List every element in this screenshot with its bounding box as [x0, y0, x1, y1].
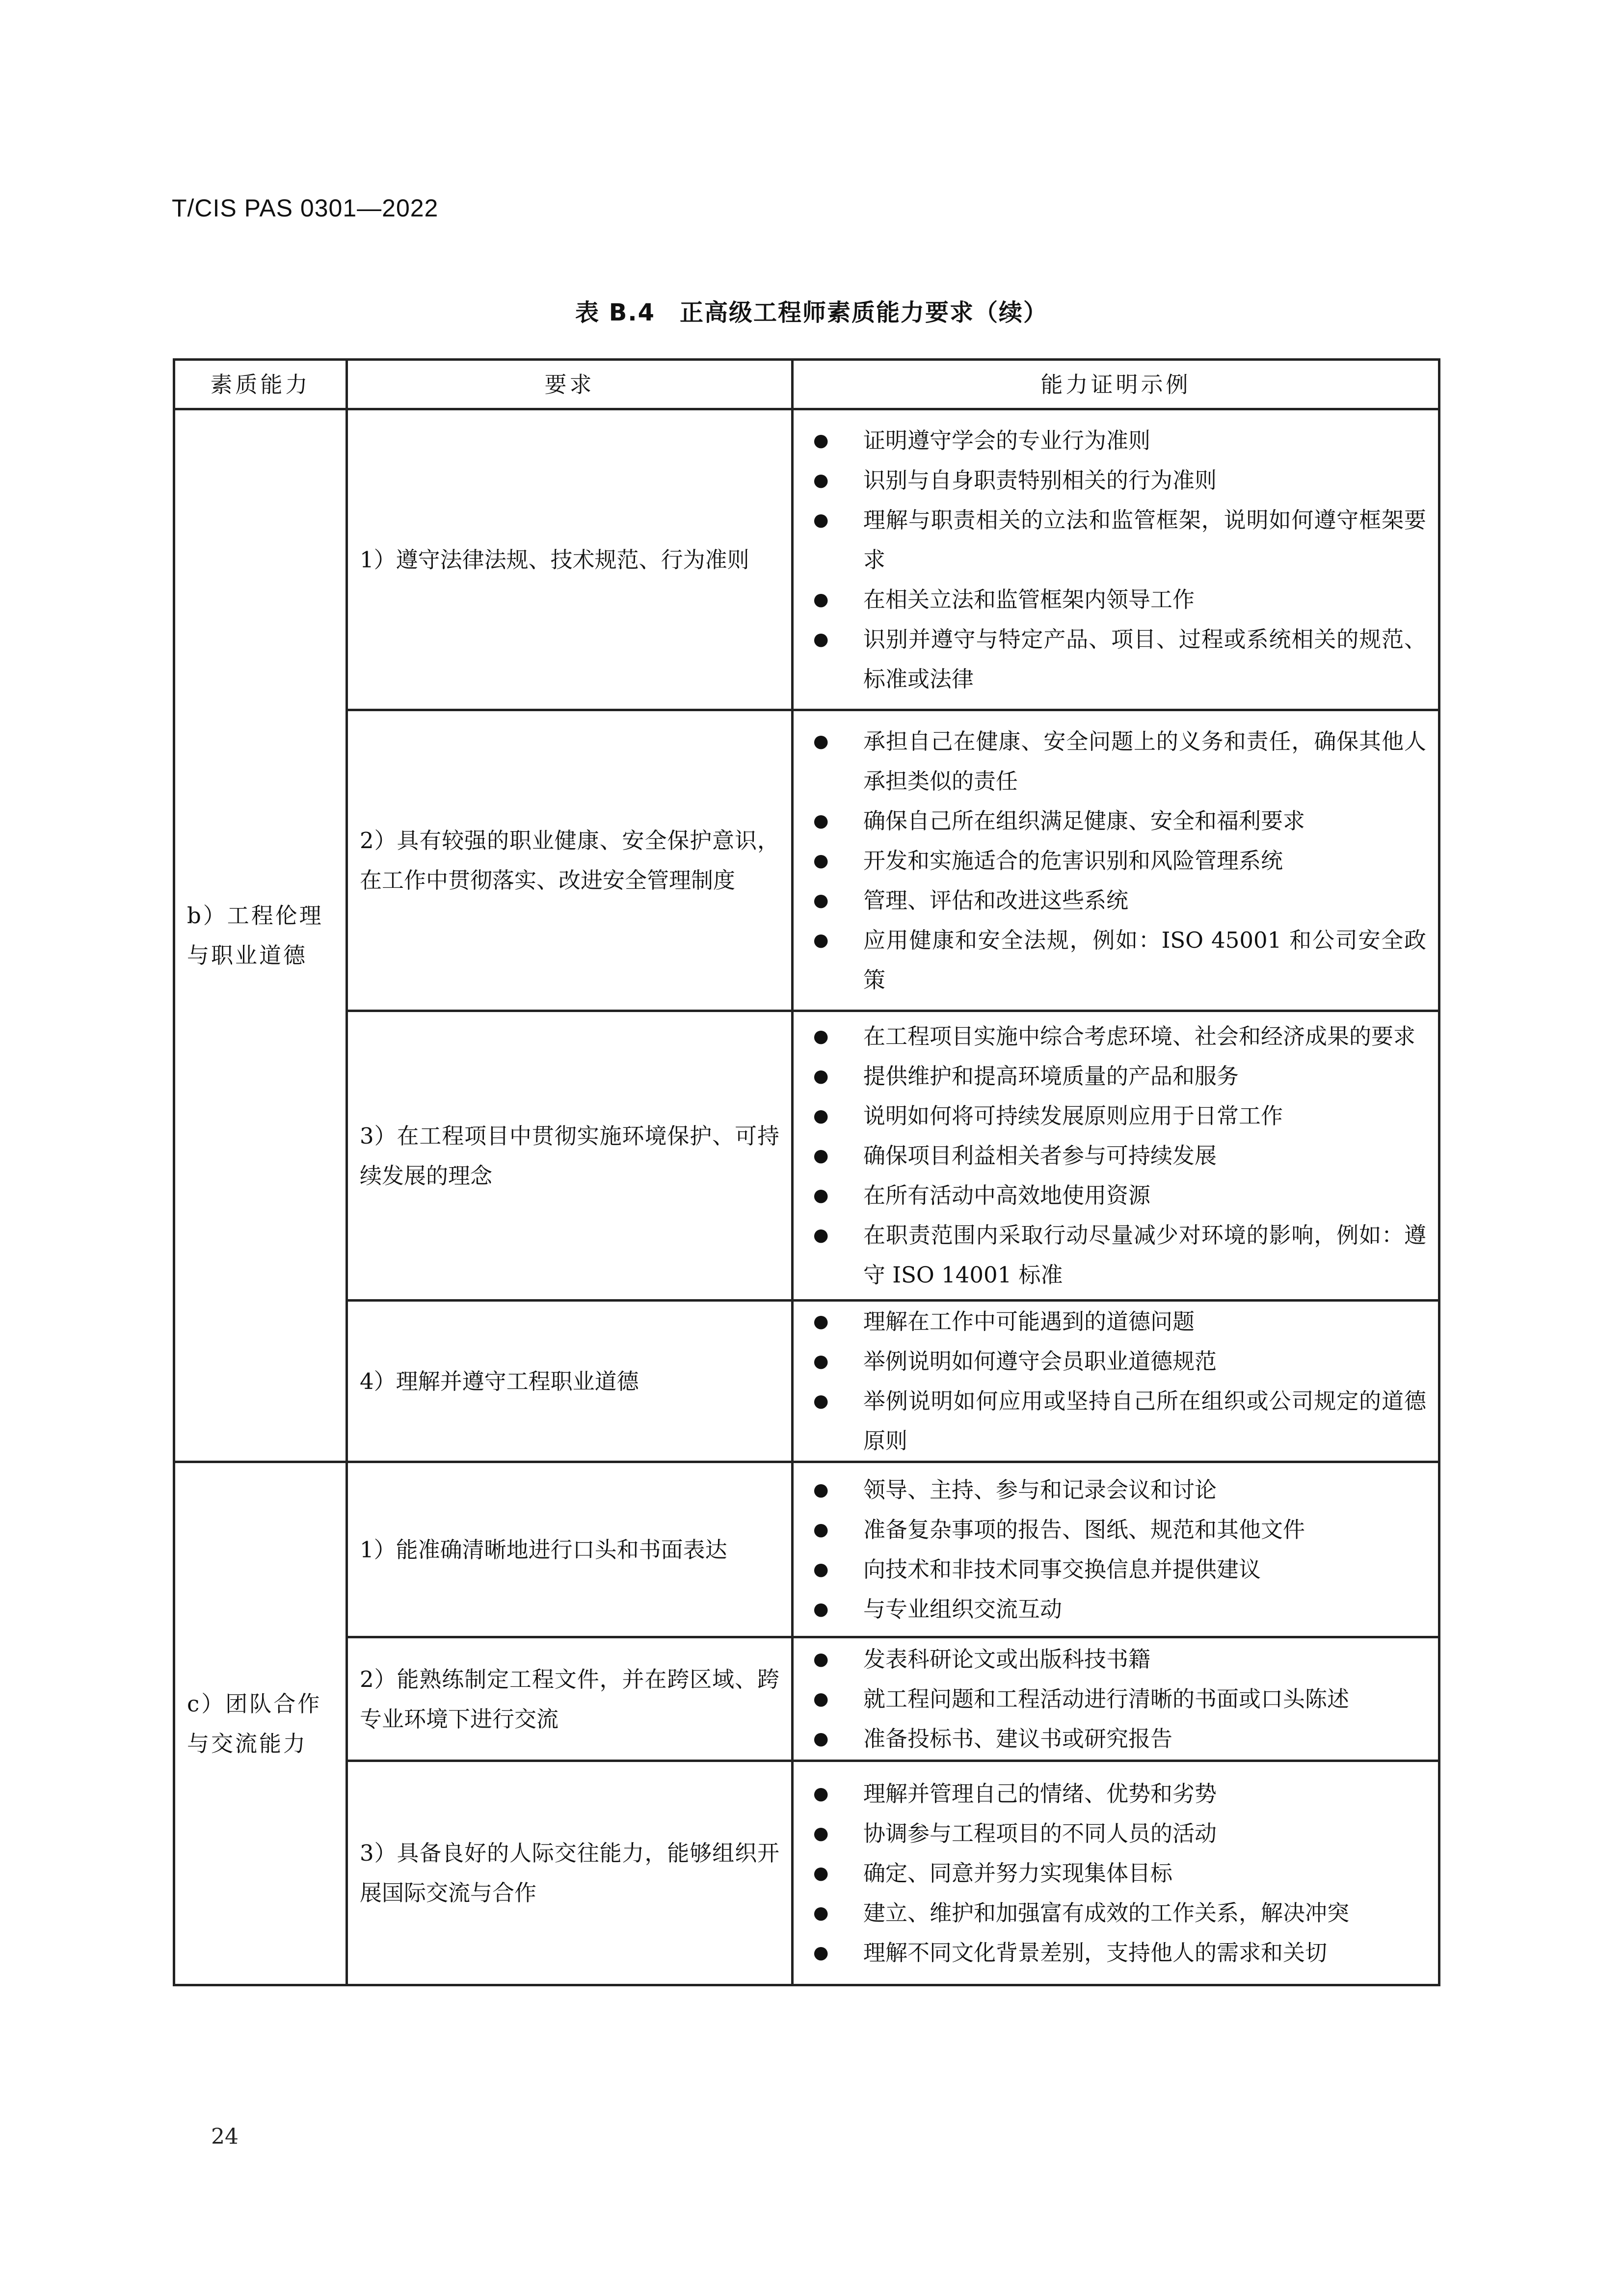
evidence-example-item — [805, 460, 1426, 500]
evidence-example-text: 说明如何将可持续发展原则应用于日常工作 — [863, 1103, 1283, 1129]
evidence-examples-cell — [793, 1462, 1439, 1637]
evidence-example-text: 在职责范围内采取行动尽量减少对环境的影响，例如：遵守 ISO 14001 标准 — [863, 1222, 1426, 1288]
evidence-example-text: 发表科研论文或出版科技书籍 — [863, 1646, 1151, 1672]
evidence-example-text: 理解在工作中可能遇到的道德问题 — [863, 1308, 1195, 1335]
bullet-icon: ● — [813, 1689, 829, 1709]
bullet-icon: ● — [813, 1311, 829, 1332]
evidence-example-item — [805, 1549, 1426, 1589]
bullet-icon: ● — [813, 1520, 829, 1540]
requirement-cell: 4）理解并遵守工程职业道德 — [347, 1301, 793, 1462]
evidence-example-text: 证明遵守学会的专业行为准则 — [863, 427, 1151, 454]
evidence-examples-cell — [793, 1637, 1439, 1761]
evidence-example-text: 识别与自身职责特别相关的行为准则 — [863, 467, 1217, 493]
evidence-example-item — [805, 580, 1426, 619]
requirement-cell: 3）具备良好的人际交往能力，能够组织开展国际交流与合作 — [347, 1761, 793, 1985]
bullet-icon: ● — [813, 731, 829, 751]
evidence-example-item — [805, 1381, 1426, 1461]
table-header-row — [174, 360, 1439, 409]
bullet-icon: ● — [813, 1649, 829, 1669]
bullet-icon: ● — [813, 1026, 829, 1046]
requirement-cell: 1）遵守法律法规、技术规范、行为准则 — [347, 409, 793, 710]
bullet-icon: ● — [813, 1823, 829, 1843]
competency-category-cell: b）工程伦理与职业道德 — [174, 409, 347, 1462]
evidence-example-text: 与专业组织交流互动 — [863, 1596, 1063, 1622]
evidence-example-item — [805, 841, 1426, 881]
evidence-example-item — [805, 1639, 1426, 1679]
evidence-example-item — [805, 1719, 1426, 1759]
evidence-example-item — [805, 1893, 1426, 1933]
requirement-cell: 2）具有较强的职业健康、安全保护意识，在工作中贯彻落实、改进安全管理制度 — [347, 710, 793, 1011]
table-caption: 表 B.4 正高级工程师素质能力要求（续） — [575, 299, 1048, 326]
evidence-example-text: 承担自己在健康、安全问题上的义务和责任，确保其他人承担类似的责任 — [863, 728, 1426, 794]
bullet-icon: ● — [813, 810, 829, 831]
evidence-example-item — [805, 1679, 1426, 1719]
column-header-competency: 素质能力 — [174, 360, 347, 409]
competency-requirements-table — [173, 358, 1440, 1986]
evidence-example-item — [805, 1470, 1426, 1510]
bullet-icon: ● — [813, 890, 829, 910]
evidence-example-item — [805, 1933, 1426, 1973]
bullet-icon: ● — [813, 589, 829, 610]
evidence-example-text: 提供维护和提高环境质量的产品和服务 — [863, 1063, 1239, 1089]
evidence-examples-cell — [793, 1761, 1439, 1985]
requirement-cell: 3）在工程项目中贯彻实施环境保护、可持续发展的理念 — [347, 1011, 793, 1301]
bullet-icon: ● — [813, 1351, 829, 1371]
evidence-examples-cell — [793, 1011, 1439, 1301]
evidence-example-text: 协调参与工程项目的不同人员的活动 — [863, 1820, 1217, 1846]
evidence-example-text: 准备复杂事项的报告、图纸、规范和其他文件 — [863, 1517, 1305, 1543]
bullet-icon: ● — [813, 629, 829, 649]
competency-category-cell: c）团队合作与交流能力 — [174, 1462, 347, 1985]
bullet-icon: ● — [813, 1480, 829, 1500]
evidence-examples-cell — [793, 409, 1439, 710]
evidence-example-text: 在工程项目实施中综合考虑环境、社会和经济成果的要求 — [863, 1023, 1416, 1049]
requirement-cell: 2）能熟练制定工程文件，并在跨区域、跨专业环境下进行交流 — [347, 1637, 793, 1761]
evidence-example-text: 准备投标书、建议书或研究报告 — [863, 1726, 1173, 1752]
evidence-example-text: 理解不同文化背景差别，支持他人的需求和关切 — [863, 1939, 1328, 1966]
evidence-example-item — [805, 421, 1426, 460]
table-row — [174, 710, 1439, 1011]
bullet-icon: ● — [813, 850, 829, 871]
evidence-example-list — [805, 1470, 1426, 1629]
bullet-icon: ● — [813, 930, 829, 950]
evidence-example-text: 向技术和非技术同事交换信息并提供建议 — [863, 1556, 1261, 1582]
evidence-example-list — [805, 1016, 1426, 1295]
evidence-example-text: 确保自己所在组织满足健康、安全和福利要求 — [863, 807, 1305, 834]
evidence-example-item — [805, 1016, 1426, 1056]
bullet-icon: ● — [813, 509, 829, 530]
evidence-example-list — [805, 1302, 1426, 1461]
evidence-example-text: 识别并遵守与特定产品、项目、过程或系统相关的规范、标准或法律 — [863, 626, 1426, 692]
requirement-cell: 1）能准确清晰地进行口头和书面表达 — [347, 1462, 793, 1637]
evidence-example-text: 应用健康和安全法规，例如：ISO 45001 和公司安全政策 — [863, 927, 1426, 993]
table-row — [174, 1761, 1439, 1985]
evidence-example-list — [805, 1774, 1426, 1973]
table-row — [174, 409, 1439, 710]
evidence-example-text: 领导、主持、参与和记录会议和讨论 — [863, 1477, 1217, 1503]
evidence-example-item — [805, 920, 1426, 1000]
table-body — [174, 409, 1439, 1985]
table-row — [174, 1637, 1439, 1761]
table-row — [174, 1301, 1439, 1462]
evidence-example-text: 确定、同意并努力实现集体目标 — [863, 1860, 1173, 1886]
evidence-example-item — [805, 801, 1426, 841]
evidence-example-text: 在所有活动中高效地使用资源 — [863, 1182, 1151, 1208]
bullet-icon: ● — [813, 1729, 829, 1749]
evidence-example-list — [805, 421, 1426, 699]
column-header-evidence-example: 能力证明示例 — [793, 360, 1439, 409]
evidence-example-item — [805, 1589, 1426, 1629]
evidence-example-item — [805, 1814, 1426, 1853]
evidence-example-item — [805, 1341, 1426, 1381]
evidence-examples-cell — [793, 710, 1439, 1011]
bullet-icon: ● — [813, 430, 829, 451]
evidence-example-text: 举例说明如何应用或坚持自己所在组织或公司规定的道德原则 — [863, 1388, 1426, 1454]
bullet-icon: ● — [813, 1599, 829, 1619]
evidence-example-item — [805, 881, 1426, 920]
evidence-example-list — [805, 1639, 1426, 1759]
bullet-icon: ● — [813, 1225, 829, 1245]
evidence-example-text: 理解并管理自己的情绪、优势和劣势 — [863, 1780, 1217, 1807]
evidence-example-item — [805, 1510, 1426, 1549]
evidence-example-text: 就工程问题和工程活动进行清晰的书面或口头陈述 — [863, 1686, 1350, 1712]
bullet-icon: ● — [813, 470, 829, 490]
bullet-icon: ● — [813, 1066, 829, 1086]
bullet-icon: ● — [813, 1559, 829, 1579]
bullet-icon: ● — [813, 1106, 829, 1126]
evidence-example-item — [805, 500, 1426, 580]
evidence-example-item — [805, 1096, 1426, 1136]
bullet-icon: ● — [813, 1902, 829, 1923]
evidence-example-item — [805, 1175, 1426, 1215]
evidence-example-item — [805, 1774, 1426, 1814]
evidence-example-item — [805, 619, 1426, 699]
bullet-icon: ● — [813, 1942, 829, 1963]
evidence-example-item — [805, 1853, 1426, 1893]
bullet-icon: ● — [813, 1391, 829, 1411]
standard-number: T/CIS PAS 0301—2022 — [172, 194, 439, 222]
evidence-example-text: 开发和实施适合的危害识别和风险管理系统 — [863, 847, 1283, 874]
bullet-icon: ● — [813, 1185, 829, 1205]
table-row — [174, 1011, 1439, 1301]
evidence-example-text: 在相关立法和监管框架内领导工作 — [863, 586, 1195, 613]
page-number: 24 — [211, 2124, 239, 2149]
table-row — [174, 1462, 1439, 1637]
bullet-icon: ● — [813, 1146, 829, 1166]
evidence-example-item — [805, 721, 1426, 801]
evidence-example-text: 建立、维护和加强富有成效的工作关系，解决冲突 — [863, 1899, 1350, 1926]
evidence-example-text: 管理、评估和改进这些系统 — [863, 887, 1129, 913]
evidence-examples-cell — [793, 1301, 1439, 1462]
bullet-icon: ● — [813, 1863, 829, 1883]
evidence-example-item — [805, 1215, 1426, 1295]
evidence-example-text: 确保项目利益相关者参与可持续发展 — [863, 1143, 1217, 1169]
evidence-example-text: 理解与职责相关的立法和监管框架，说明如何遵守框架要求 — [863, 507, 1426, 573]
evidence-example-item — [805, 1136, 1426, 1175]
evidence-example-list — [805, 721, 1426, 1000]
evidence-example-item — [805, 1056, 1426, 1096]
bullet-icon: ● — [813, 1783, 829, 1804]
column-header-requirement: 要求 — [347, 360, 793, 409]
evidence-example-item — [805, 1302, 1426, 1341]
evidence-example-text: 举例说明如何遵守会员职业道德规范 — [863, 1348, 1217, 1374]
